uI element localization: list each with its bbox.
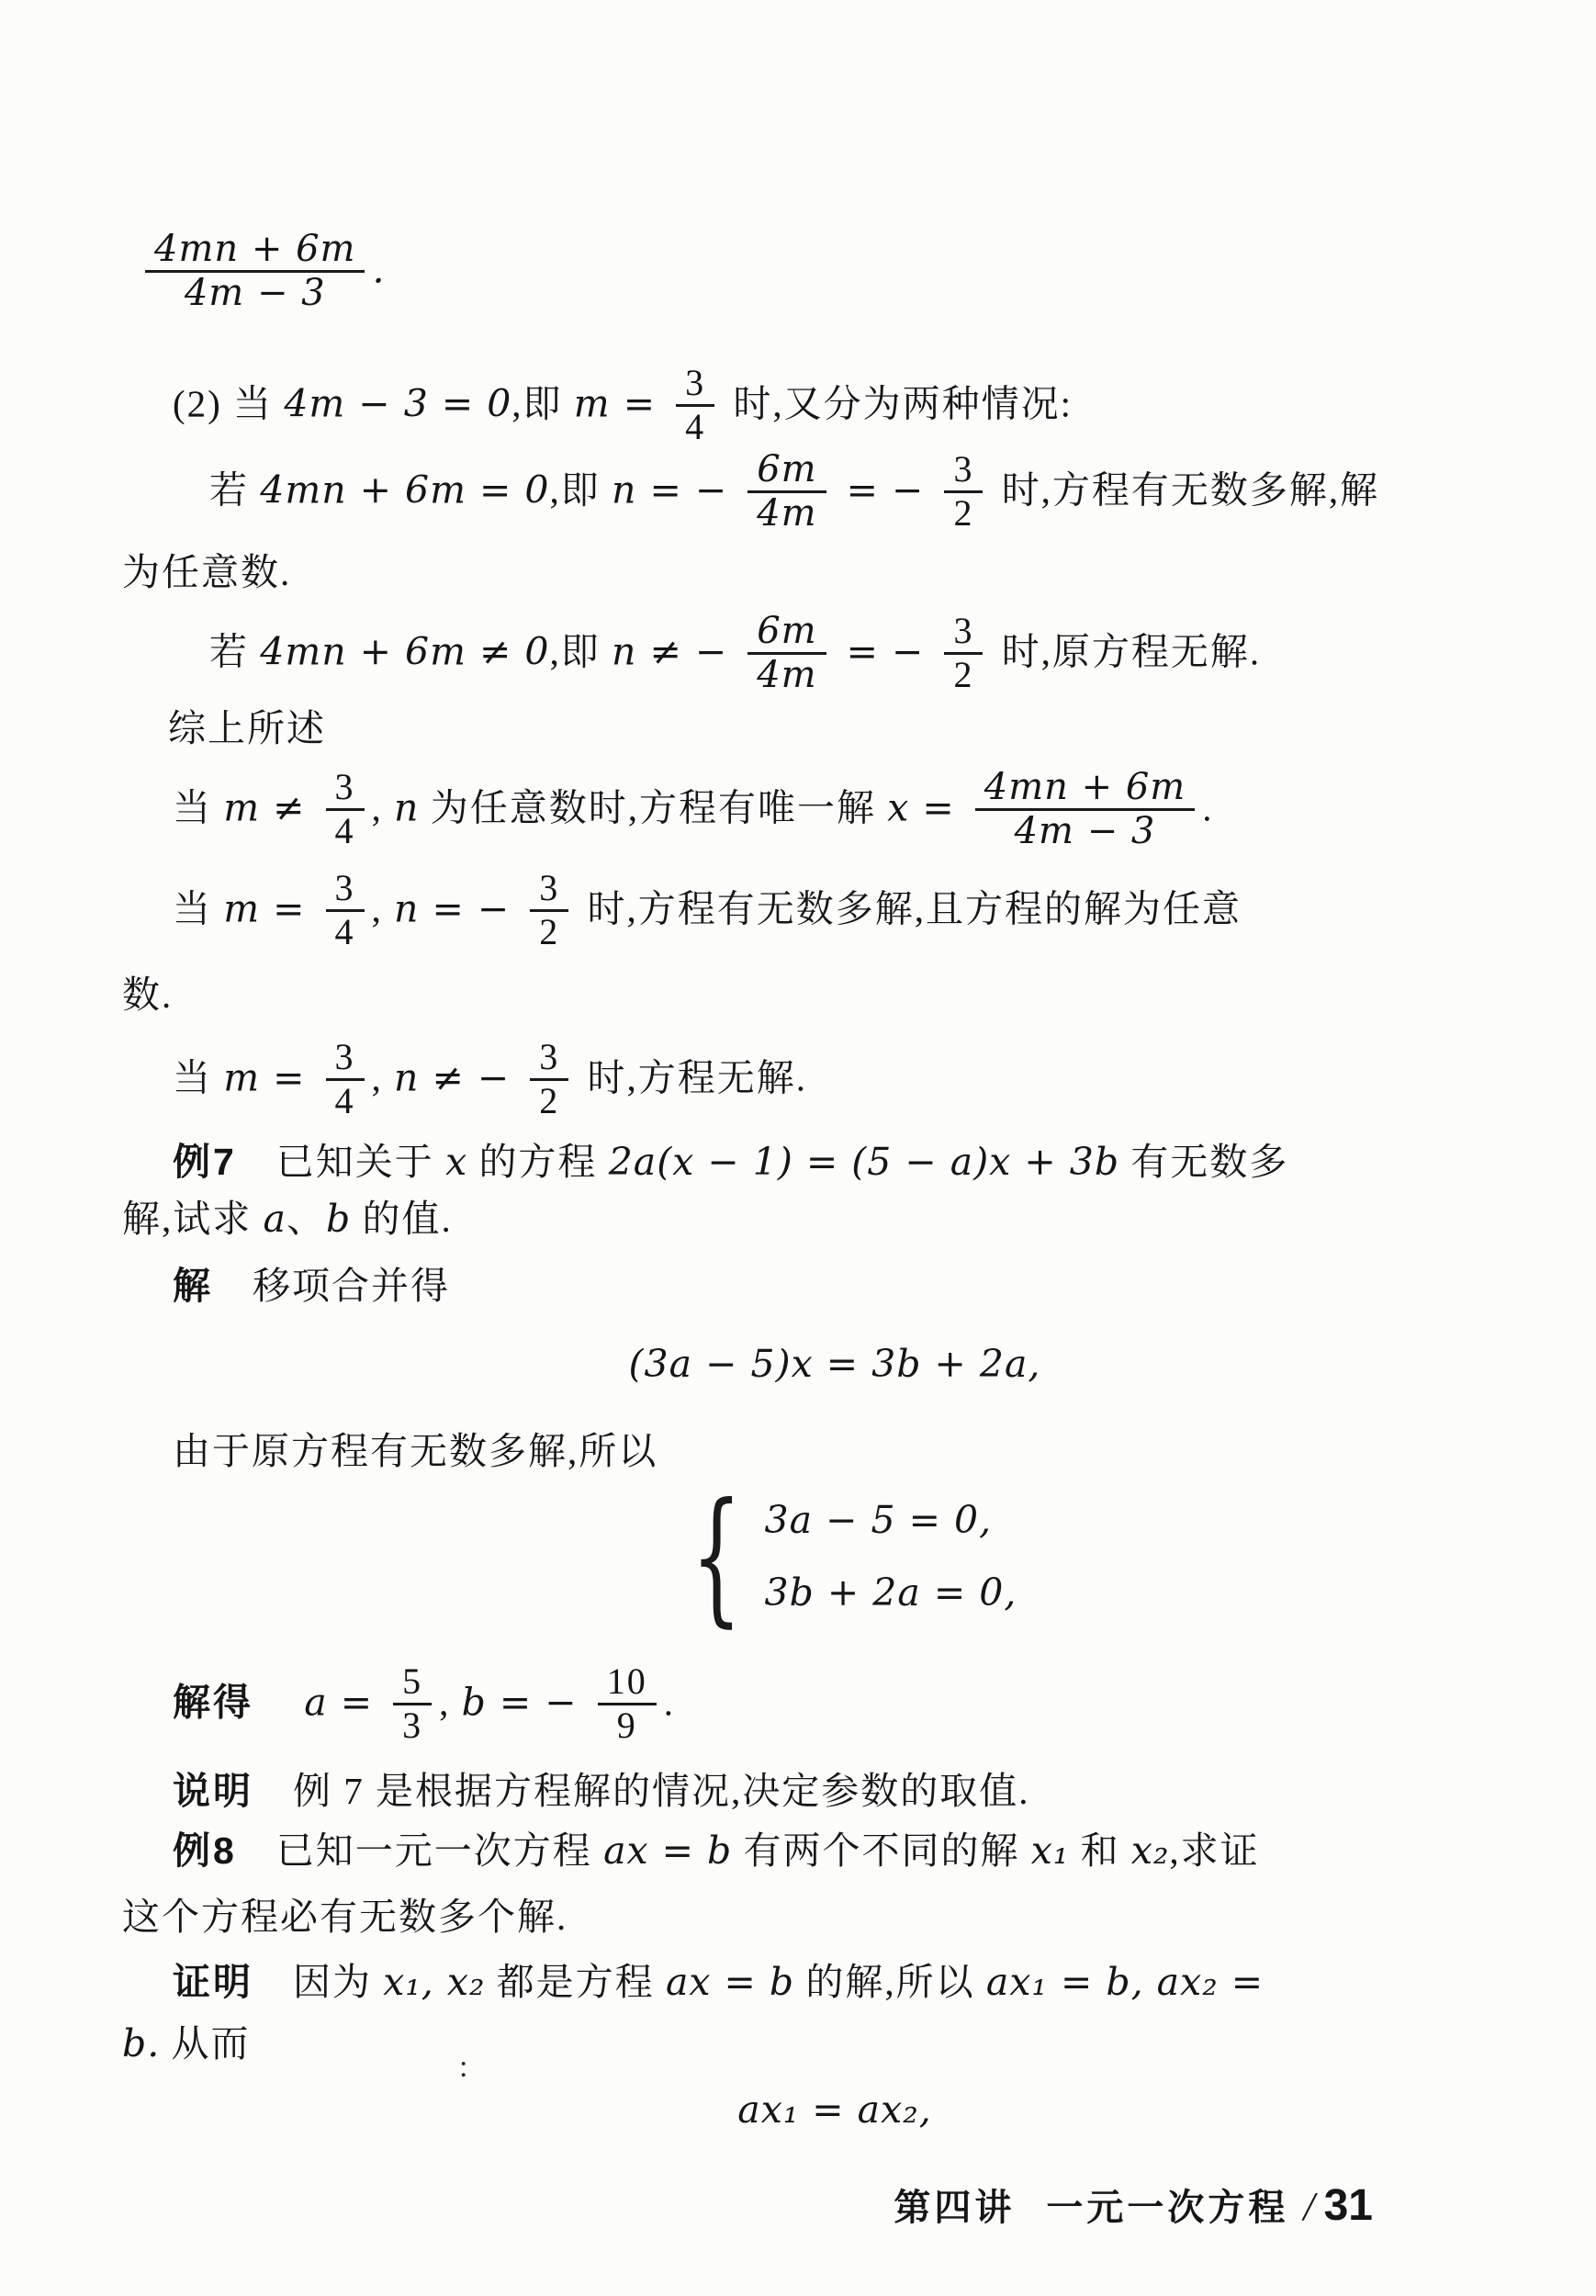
summary-case-2-line: 当 m = $\frac{3}{4}$ , n = − $\frac{3}{2}$ 时,方程有无数多解,且方程的解为任意 bbox=[173, 867, 1242, 952]
footer-page-number: 31 bbox=[1323, 2181, 1373, 2230]
example-7-line: 例7 已知关于 x 的方程 2a(x − 1) = (5 − a)x + 3b 有无数多 bbox=[173, 1140, 1289, 1184]
example-7-continuation: 解,试求 a、b 的值. bbox=[122, 1197, 453, 1241]
footer-slash: / bbox=[1303, 2184, 1315, 2229]
example-8-line: 例8 已知一元一次方程 ax = b 有两个不同的解 x₁ 和 x₂,求证 bbox=[173, 1829, 1260, 1873]
footer-title: 一元一次方程 bbox=[1046, 2188, 1289, 2228]
system-equation-1: 3a − 5 = 0, bbox=[764, 1497, 993, 1542]
footer-chapter: 第四讲 bbox=[894, 2188, 1016, 2228]
summary-case-1-line: 当 m ≠ $\frac{3}{4}$ , n 为任意数时,方程有唯一解 x = $\frac{4mn + 6m}{4m - 3}$ . bbox=[173, 766, 1214, 852]
proof-line: 证明 因为 x₁, x₂ 都是方程 ax = b 的解,所以 ax₁ = b, ax₂ = bbox=[173, 1960, 1264, 2004]
fraction-result-line: $\frac{4mn + 6m}{4m - 3}$ . bbox=[138, 231, 386, 317]
subcase-1-continuation: 为任意数. bbox=[122, 551, 292, 593]
equation-system bbox=[670, 1472, 1017, 1641]
system-brace: { bbox=[691, 1472, 742, 1641]
summary-case-2-continuation: 数. bbox=[122, 974, 174, 1016]
case-2-line: (2) 当 4m − 3 = 0,即 m = $\frac{3}{4}$ 时,又分为两种情况: bbox=[173, 362, 1073, 447]
solved-values-line: 解得 a = $\frac{5}{3}$ , b = − $\frac{10}{9}$ . bbox=[173, 1660, 675, 1746]
proof-continuation: b. 从而 bbox=[122, 2021, 251, 2065]
summary-heading: 综上所述 bbox=[168, 707, 326, 749]
summary-case-3-line: 当 m = $\frac{3}{4}$ , n ≠ − $\frac{3}{2}$ 时,方程无解. bbox=[173, 1036, 808, 1121]
solution-label-line: 解 移项合并得 bbox=[173, 1265, 450, 1307]
remark-line: 说明 例 7 是根据方程解的情况,决定参数的取值. bbox=[173, 1770, 1030, 1812]
equation-3a-minus-5: (3a − 5)x = 3b + 2a, bbox=[628, 1342, 1041, 1386]
stray-ink-mark: : bbox=[459, 2050, 468, 2084]
system-equation-2: 3b + 2a = 0, bbox=[764, 1570, 1017, 1615]
equation-ax1-equals-ax2: ax₁ = ax₂, bbox=[737, 2088, 932, 2132]
page-footer bbox=[0, 2178, 1373, 2231]
reason-line: 由于原方程有无数多解,所以 bbox=[173, 1430, 658, 1472]
system-equations bbox=[765, 1497, 1017, 1617]
example-8-continuation: 这个方程必有无数多个解. bbox=[122, 1896, 568, 1938]
subcase-1-line: 若 4mn + 6m = 0,即 n = − $\frac{6m}{4m}$ = − $\frac{3}{2}$ 时,方程有无数多解,解 bbox=[209, 448, 1380, 535]
subcase-2-line: 若 4mn + 6m ≠ 0,即 n ≠ − $\frac{6m}{4m}$ = − $\frac{3}{2}$ 时,原方程无解. bbox=[209, 610, 1262, 696]
